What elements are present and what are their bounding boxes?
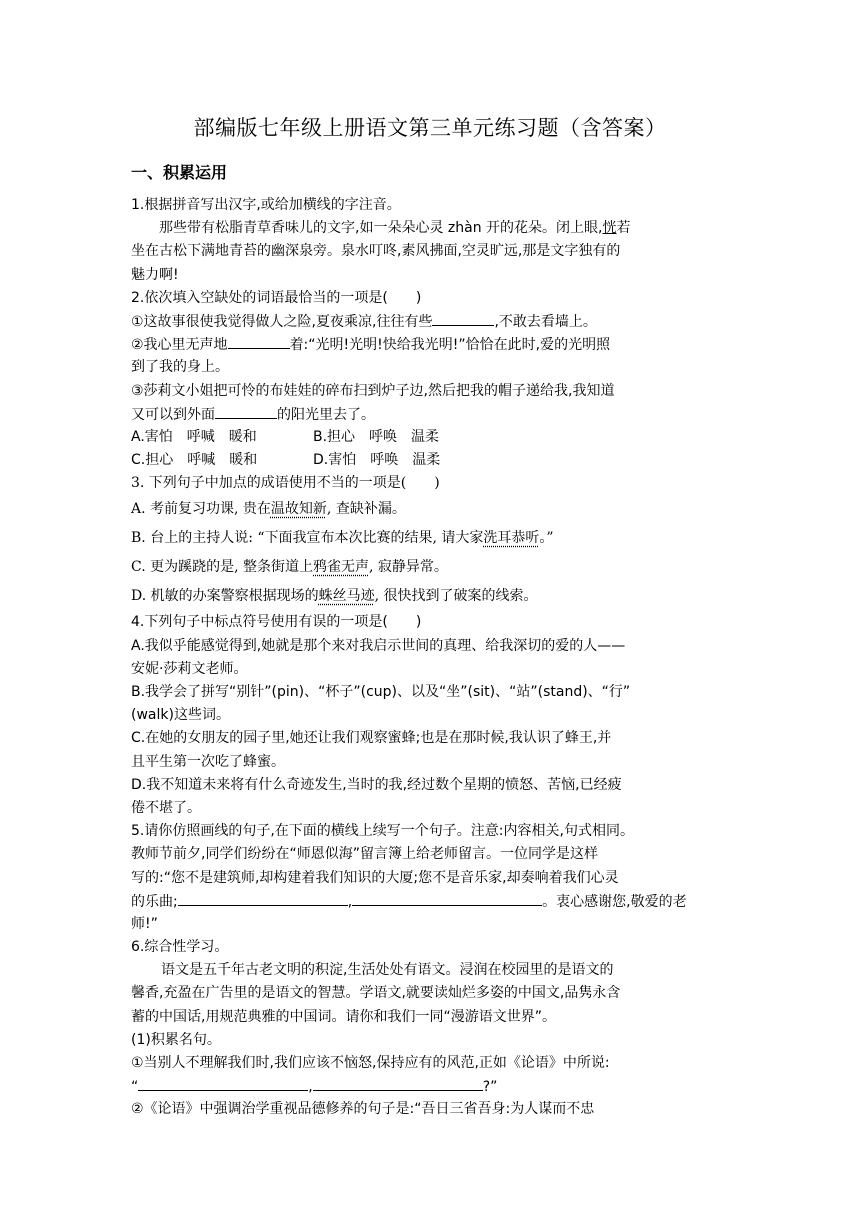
q3-text: , 查缺补漏。	[326, 501, 406, 518]
q1-passage-line: 坐在古松下满地青苔的幽深泉旁。泉水叮咚,素风拂面,空灵旷远,那是文字独有的	[131, 243, 621, 260]
q4-option-c-cont: 且平生第一次吃了蜂蜜。	[131, 753, 285, 770]
q2-options-row	[131, 426, 733, 449]
q6-paragraph-line: 馨香,充盈在广告里的是语文的智慧。学语文,就要读灿烂多姿的中国文,品隽永含	[131, 985, 621, 1002]
q4-option-b: B.我学会了拼写“别针”(pin)、“杯子”(cup)、以及“坐”(sit)、“站”(stand)、“行”	[131, 684, 631, 700]
q2-options-row	[131, 449, 733, 472]
q6-quote: ?”	[482, 1079, 498, 1096]
q3-option-d	[131, 582, 733, 611]
q1-passage-line	[131, 217, 733, 240]
q3-option-b	[131, 524, 733, 553]
q3-text: A. 考前复习功课, 贵在	[131, 501, 271, 518]
q3-text: , 寂静异常。	[369, 559, 448, 576]
q1-text: 那些带有松脂青草香味儿的文字,如一朵朵心灵 zhàn 开的花朵。闭上眼,	[159, 220, 603, 237]
option-c: C.担心 呼喊 暖和	[131, 452, 258, 469]
q1-text-end: 若	[616, 220, 631, 237]
q6-subquestion: (1)积累名句。	[131, 1031, 221, 1048]
q1-passage-line: 魅力啊!	[131, 266, 179, 283]
q4-option-c: C.在她的女朋友的园子里,她还让我们观察蜜蜂;也是在那时候,我认识了蜂王,并	[131, 730, 612, 747]
q6-item-2: ②《论语》中强调治学重视品德修养的句子是:“吾日三省吾身:为人谋而不忠	[131, 1101, 595, 1118]
q2-stem: 2.依次填入空缺处的词语最恰当的一项是( )	[131, 289, 422, 306]
q4-option-b-cont: (walk)这些词。	[131, 707, 230, 724]
dotted-idiom: 鸦雀无声	[313, 559, 370, 576]
q5-stem: 5.请你仿照画线的句子,在下面的横线上续写一个句子。注意:内容相关,句式相同。	[131, 823, 634, 840]
fill-blank[interactable]	[432, 310, 494, 326]
option-d: D.害怕 呼唤 温柔	[313, 452, 441, 469]
q2-sentence-1	[131, 310, 733, 333]
q5-text: ,	[347, 893, 353, 910]
fill-blank[interactable]	[352, 890, 542, 906]
q2-sentence-3: ③莎莉文小姐把可怜的布娃娃的碎布扫到炉子边,然后把我的帽子递给我,我知道	[131, 382, 615, 399]
q5-text: 。衷心感谢您,敬爱的老	[542, 893, 687, 910]
q5-text-line: 写的:“您不是建筑师,却构建着我们知识的大厦;您不是音乐家,却奏响着我们心灵	[131, 869, 619, 886]
q4-stem: 4.下列句子中标点符号使用有误的一项是( )	[131, 614, 422, 631]
q3-text: 。”	[539, 530, 554, 547]
fill-blank[interactable]	[215, 403, 277, 419]
option-b: B.担心 呼唤 温柔	[313, 428, 440, 445]
q2-sentence-3-cont	[131, 403, 733, 426]
dotted-idiom: 蛛丝马迹	[318, 588, 375, 605]
q4-option-d-cont: 倦不堪了。	[131, 799, 201, 816]
q3-text: , 很快找到了破案的线索。	[374, 588, 538, 605]
option-a: A.害怕 呼喊 暖和	[131, 428, 257, 445]
q4-option-a: A.我似乎能感觉得到,她就是那个来对我启示世间的真理、给我深切的爱的人——	[131, 637, 626, 654]
q2-text: ②我心里无声地	[131, 337, 228, 354]
fill-blank[interactable]	[313, 1075, 483, 1091]
q3-text: B. 台上的主持人说: “下面我宣布本次比赛的结果, 请大家	[131, 530, 484, 547]
dotted-idiom: 洗耳恭听	[483, 530, 540, 547]
q2-sentence-2	[131, 333, 733, 356]
document-body	[131, 194, 733, 1122]
q3-text: D. 机敏的办案警察根据现场的	[131, 588, 319, 605]
fill-blank[interactable]	[178, 890, 348, 906]
q1-stem: 1.根据拼音写出汉字,或给加横线的字注音。	[131, 197, 401, 213]
fill-blank[interactable]	[228, 333, 290, 349]
q2-text: 又可以到外面	[131, 406, 215, 423]
q5-text: 的乐曲;	[131, 893, 178, 910]
q4-option-d: D.我不知道未来将有什么奇迹发生,当时的我,经过数个星期的愤怒、苦恼,已经疲	[131, 776, 622, 793]
q6-quote: “	[131, 1079, 139, 1096]
fill-blank[interactable]	[138, 1075, 308, 1091]
q3-option-a	[131, 495, 733, 524]
q3-option-c	[131, 553, 733, 582]
q5-text-line	[131, 890, 733, 913]
q6-stem: 6.综合性学习。	[131, 939, 229, 956]
q3-text: C. 更为蹊跷的是, 整条街道上	[131, 559, 314, 576]
q5-text-line: 教师节前夕,同学们纷纷在“师恩似海”留言簿上给老师留言。一位同学是这样	[131, 846, 598, 863]
q6-comma: ,	[308, 1079, 313, 1096]
q6-paragraph-line: 蓄的中国话,用规范典雅的中国词。请你和我们一同“漫游语文世界”。	[131, 1008, 556, 1025]
dotted-idiom: 温故知新	[270, 501, 327, 518]
q2-sentence-2-cont: 到了我的身上。	[131, 359, 229, 376]
q2-text: ①这故事很使我觉得做人之险,夏夜乘凉,往往有些	[131, 313, 433, 330]
q2-text: 的阳光里去了。	[277, 406, 375, 423]
q5-text-line: 师!”	[131, 915, 158, 932]
section-heading: 一、积累运用	[131, 163, 228, 182]
q1-underlined-char: 恍	[602, 220, 617, 237]
q3-stem: 3. 下列句子中加点的成语使用不当的一项是( )	[131, 475, 440, 492]
q2-text: 着:“光明!光明!快给我光明!”恰恰在此时,爱的光明照	[289, 337, 611, 354]
q4-option-a-cont: 安妮·莎莉文老师。	[131, 660, 248, 677]
q6-item-1-blanks	[131, 1075, 733, 1098]
q6-paragraph-line: 语文是五千年古老文明的积淀,生活处处有语文。浸润在校园里的是语文的	[161, 962, 614, 979]
q6-item-1: ①当别人不理解我们时,我们应该不恼怒,保持应有的风范,正如《论语》中所说:	[131, 1055, 610, 1071]
q2-text: ,不敢去看墙上。	[494, 313, 597, 330]
page-title: 部编版七年级上册语文第三单元练习题（含答案）	[193, 116, 667, 140]
